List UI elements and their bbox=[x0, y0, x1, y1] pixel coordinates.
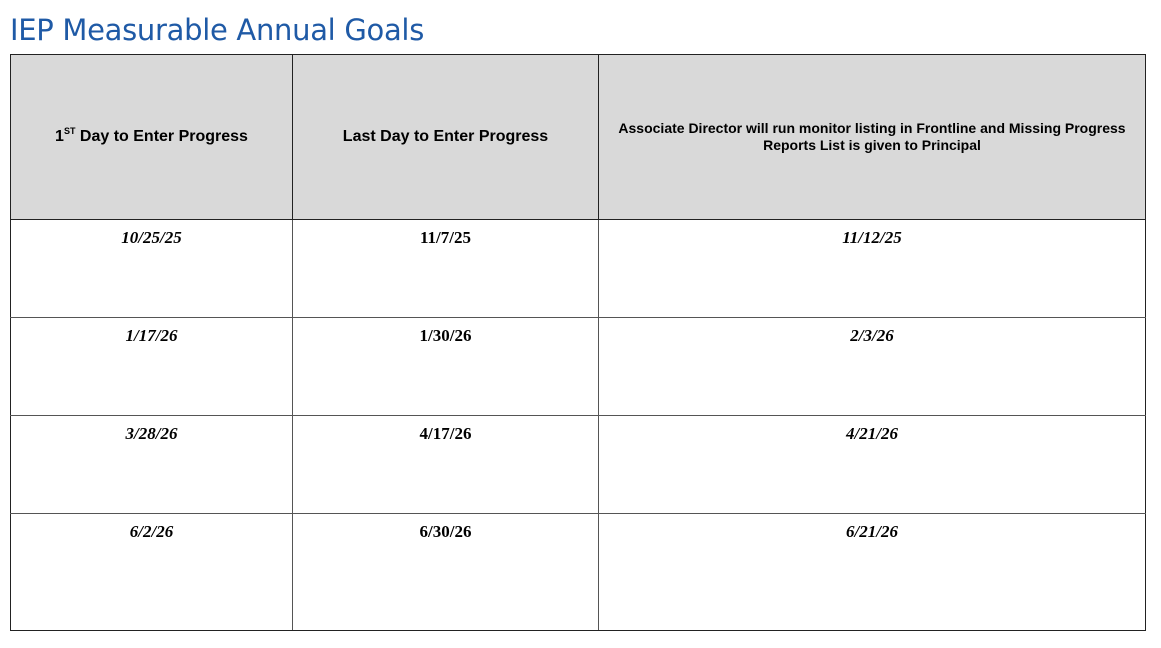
last-day-cell: 4/17/26 bbox=[293, 416, 599, 514]
monitor-date-cell: 2/3/26 bbox=[599, 318, 1146, 416]
first-day-cell: 10/25/25 bbox=[11, 220, 293, 318]
table-row bbox=[11, 416, 1146, 514]
last-day-cell: 11/7/25 bbox=[293, 220, 599, 318]
header-associate-director: Associate Director will run monitor listing in Frontline and Missing Progress Reports List is given to Principal bbox=[599, 55, 1146, 220]
monitor-date-cell: 4/21/26 bbox=[599, 416, 1146, 514]
header-last-day: Last Day to Enter Progress bbox=[293, 55, 599, 220]
table-header-row bbox=[11, 55, 1146, 220]
table-row bbox=[11, 318, 1146, 416]
last-day-cell: 1/30/26 bbox=[293, 318, 599, 416]
header-first-day-ordinal: ST bbox=[63, 126, 76, 136]
last-day-cell: 6/30/26 bbox=[293, 514, 599, 631]
progress-dates-table bbox=[10, 54, 1146, 631]
first-day-cell: 6/2/26 bbox=[11, 514, 293, 631]
table-row bbox=[11, 514, 1146, 631]
monitor-date-cell: 11/12/25 bbox=[599, 220, 1146, 318]
first-day-cell: 1/17/26 bbox=[11, 318, 293, 416]
first-day-cell: 3/28/26 bbox=[11, 416, 293, 514]
header-first-day bbox=[11, 55, 293, 220]
page-title: IEP Measurable Annual Goals bbox=[10, 13, 425, 47]
header-first-day-number: 1 bbox=[55, 128, 64, 145]
monitor-date-cell: 6/21/26 bbox=[599, 514, 1146, 631]
table-row bbox=[11, 220, 1146, 318]
header-first-day-label: Day to Enter Progress bbox=[75, 128, 248, 145]
